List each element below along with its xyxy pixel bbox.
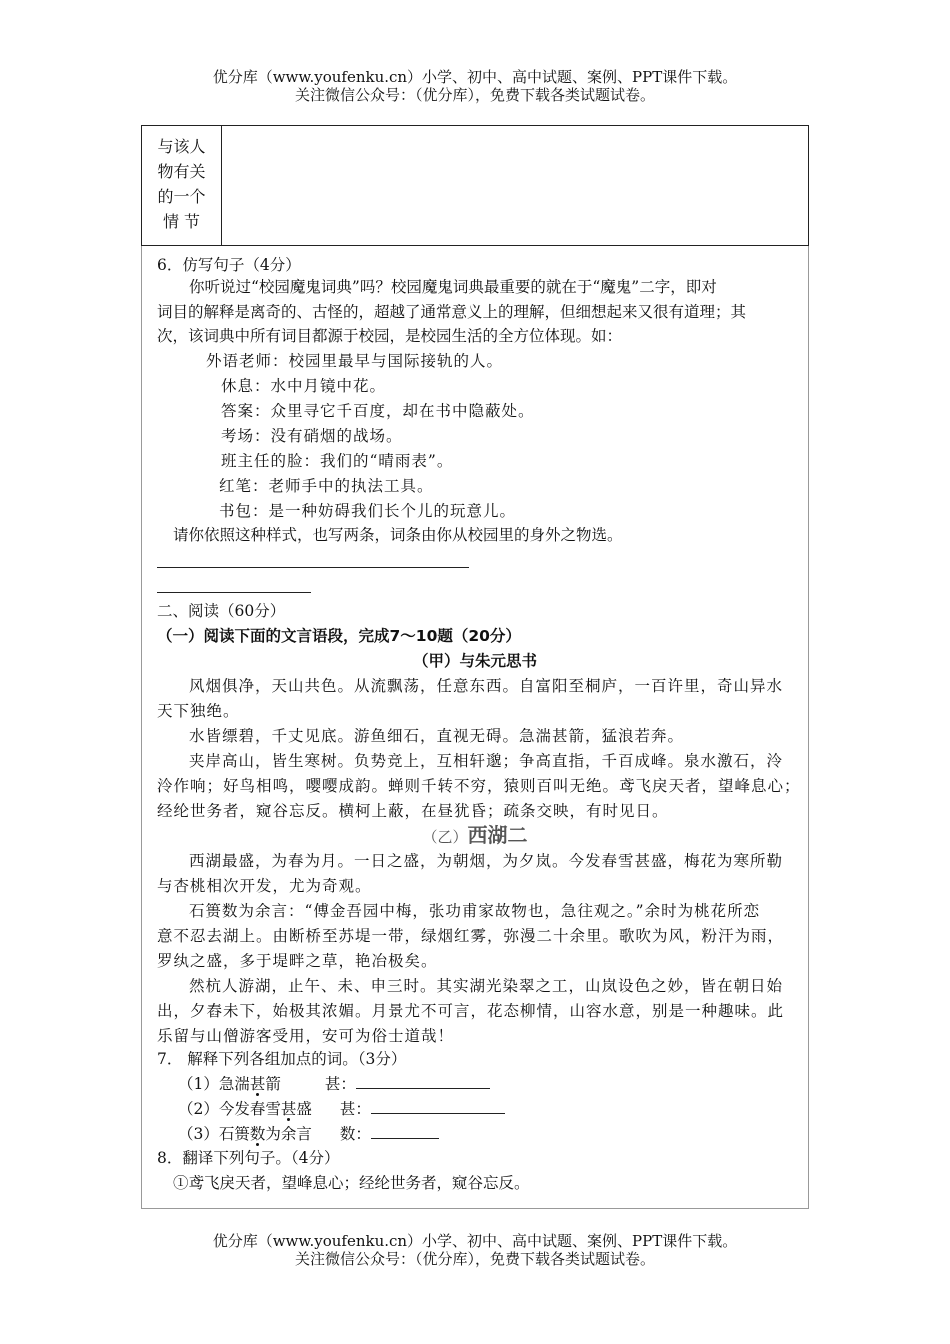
character-table bbox=[141, 125, 809, 246]
q6-example: 答案：众里寻它千百度，却在书中隐蔽处。 bbox=[221, 402, 535, 420]
q7-item-text: 石篑 bbox=[218, 1125, 250, 1143]
q7-item bbox=[178, 1122, 439, 1145]
footer-line-1: 优分库（www.youfenku.cn）小学、初中、高中试题、案例、PPT课件下载。 bbox=[212, 1232, 738, 1250]
q8-item: ①鸢飞戾天者，望峰息心；经纶世务者，窥谷忘反。 bbox=[173, 1174, 530, 1192]
q7-answer-blank[interactable] bbox=[356, 1072, 490, 1089]
answer-blank-line[interactable] bbox=[157, 592, 311, 593]
section-title: 二、阅读（60分） bbox=[157, 602, 286, 620]
q7-target-word: 甚： bbox=[324, 1075, 356, 1093]
q7-item bbox=[178, 1097, 505, 1120]
passage-line: 天下独绝。 bbox=[157, 702, 240, 720]
footer-line-2: 关注微信公众号：（优分库），免费下载各类试题试卷。 bbox=[294, 1250, 655, 1268]
table-label-line: 与该人 bbox=[157, 137, 206, 156]
q6-intro-line: 词目的解释是离奇的、古怪的，超越了通常意义上的理解，但细想起来又很有道理；其 bbox=[157, 303, 747, 321]
part-title: （一）阅读下面的文言语段，完成7～10题（20分） bbox=[157, 627, 521, 645]
passage-line: 西湖最盛，为春为月。一日之盛，为朝烟，为夕岚。今发春雪甚盛，梅花为寒所勒 bbox=[189, 852, 784, 870]
header-line-2: 关注微信公众号：（优分库），免费下载各类试题试卷。 bbox=[294, 86, 655, 104]
passage-line: 泠作响；好鸟相鸣，嘤嘤成韵。蝉则千转不穷，猿则百叫无绝。鸢飞戾天者，望峰息心； bbox=[157, 777, 801, 795]
passage-line: 风烟俱净，天山共色。从流飘荡，任意东西。自富阳至桐庐，一百许里，奇山异水 bbox=[189, 677, 784, 695]
passage-line: 与杏桃相次开发，尤为奇观。 bbox=[157, 877, 372, 895]
passage-line: 乐留与山僧游客受用，安可为俗士道哉！ bbox=[157, 1027, 455, 1045]
passage-yi-title-main: 西湖二 bbox=[467, 823, 528, 847]
passage-line: 出，夕舂未下，始极其浓媚。月景尤不可言，花态柳情，山容水意，别是一种趣味。此 bbox=[157, 1002, 785, 1020]
q6-example: 考场：没有硝烟的战场。 bbox=[221, 427, 403, 445]
q7-answer-blank[interactable] bbox=[371, 1122, 439, 1139]
passage-line: 水皆缥碧，千丈见底。游鱼细石，直视无碍。急湍甚箭，猛浪若奔。 bbox=[189, 727, 685, 745]
header-line-1: 优分库（www.youfenku.cn）小学、初中、高中试题、案例、PPT课件下载。 bbox=[212, 68, 738, 86]
q7-dotted-word: 甚 bbox=[280, 1100, 297, 1118]
page-footer bbox=[0, 1232, 950, 1268]
q7-target-word: 数： bbox=[339, 1125, 371, 1143]
passage-line: 意不忍去湖上。由断桥至苏堤一带，绿烟红雾，弥漫二十余里。歌吹为风，粉汗为雨， bbox=[157, 927, 785, 945]
table-label-cell bbox=[142, 126, 222, 245]
passage-jia-title: （甲）与朱元思书 bbox=[412, 652, 537, 670]
q6-title: 6．仿写句子（4分） bbox=[157, 256, 301, 274]
q7-target-word: 甚： bbox=[339, 1100, 371, 1118]
q6-example: 外语老师：校园里最早与国际接轨的人。 bbox=[206, 352, 504, 370]
q7-item-number: （2） bbox=[178, 1100, 219, 1118]
page-header bbox=[0, 68, 950, 104]
q7-item-number: （3） bbox=[178, 1125, 219, 1143]
q8-title: 8．翻译下列句子。（4分） bbox=[157, 1149, 340, 1167]
q7-item-number: （1） bbox=[178, 1075, 219, 1093]
q7-title: 7． 解释下列各组加点的词。（3分） bbox=[157, 1050, 407, 1068]
passage-line: 石篑数为余言：“傅金吾园中梅，张功甫家故物也，急往观之。”余时为桃花所恋 bbox=[189, 902, 761, 920]
q6-example: 书包：是一种妨碍我们长个儿的玩意儿。 bbox=[219, 502, 517, 520]
q6-task: 请你依照这种样式，也写两条，词条由你从校园里的身外之物选。 bbox=[173, 526, 623, 544]
q6-intro-line: 次，该词典中所有词目都源于校园，是校园生活的全方位体现。如： bbox=[157, 327, 623, 345]
q7-item-text: 为余言 bbox=[265, 1125, 312, 1143]
passage-yi-title bbox=[141, 822, 809, 850]
q7-item bbox=[178, 1072, 490, 1095]
q7-item-text: 今发春雪 bbox=[218, 1100, 281, 1118]
q6-example: 休息：水中月镜中花。 bbox=[221, 377, 387, 395]
q6-example: 班主任的脸：我们的“晴雨表”。 bbox=[221, 452, 454, 470]
passage-line: 然杭人游湖，止午、未、申三时。其实湖光染翠之工，山岚设色之妙，皆在朝日始 bbox=[189, 977, 784, 995]
answer-blank-line[interactable] bbox=[157, 567, 469, 568]
passage-yi-title-prefix: （乙） bbox=[422, 828, 468, 846]
passage-line: 罗纨之盛，多于堤畔之草，艳冶极矣。 bbox=[157, 952, 438, 970]
q7-item-text: 盛 bbox=[296, 1100, 312, 1118]
table-label-line: 的一个 bbox=[157, 187, 206, 206]
passage-line: 经纶世务者，窥谷忘反。横柯上蔽，在昼犹昏；疏条交映，有时见日。 bbox=[157, 802, 669, 820]
q7-item-text: 急湍 bbox=[218, 1075, 250, 1093]
q7-dotted-word: 数 bbox=[249, 1125, 266, 1143]
table-label-line: 情 节 bbox=[162, 212, 201, 231]
q7-item-text: 箭 bbox=[265, 1075, 281, 1093]
q7-dotted-word: 甚 bbox=[249, 1075, 266, 1093]
table-answer-cell[interactable] bbox=[222, 126, 808, 245]
q6-intro-line: 你听说过“校园魔鬼词典”吗？校园魔鬼词典最重要的就在于“魔鬼”二字，即对 bbox=[189, 278, 717, 296]
q7-answer-blank[interactable] bbox=[371, 1097, 505, 1114]
q6-example: 红笔：老师手中的执法工具。 bbox=[219, 477, 434, 495]
table-label-line: 物有关 bbox=[157, 162, 206, 181]
passage-line: 夹岸高山，皆生寒树。负势竞上，互相轩邈；争高直指，千百成峰。泉水激石，泠 bbox=[189, 752, 784, 770]
